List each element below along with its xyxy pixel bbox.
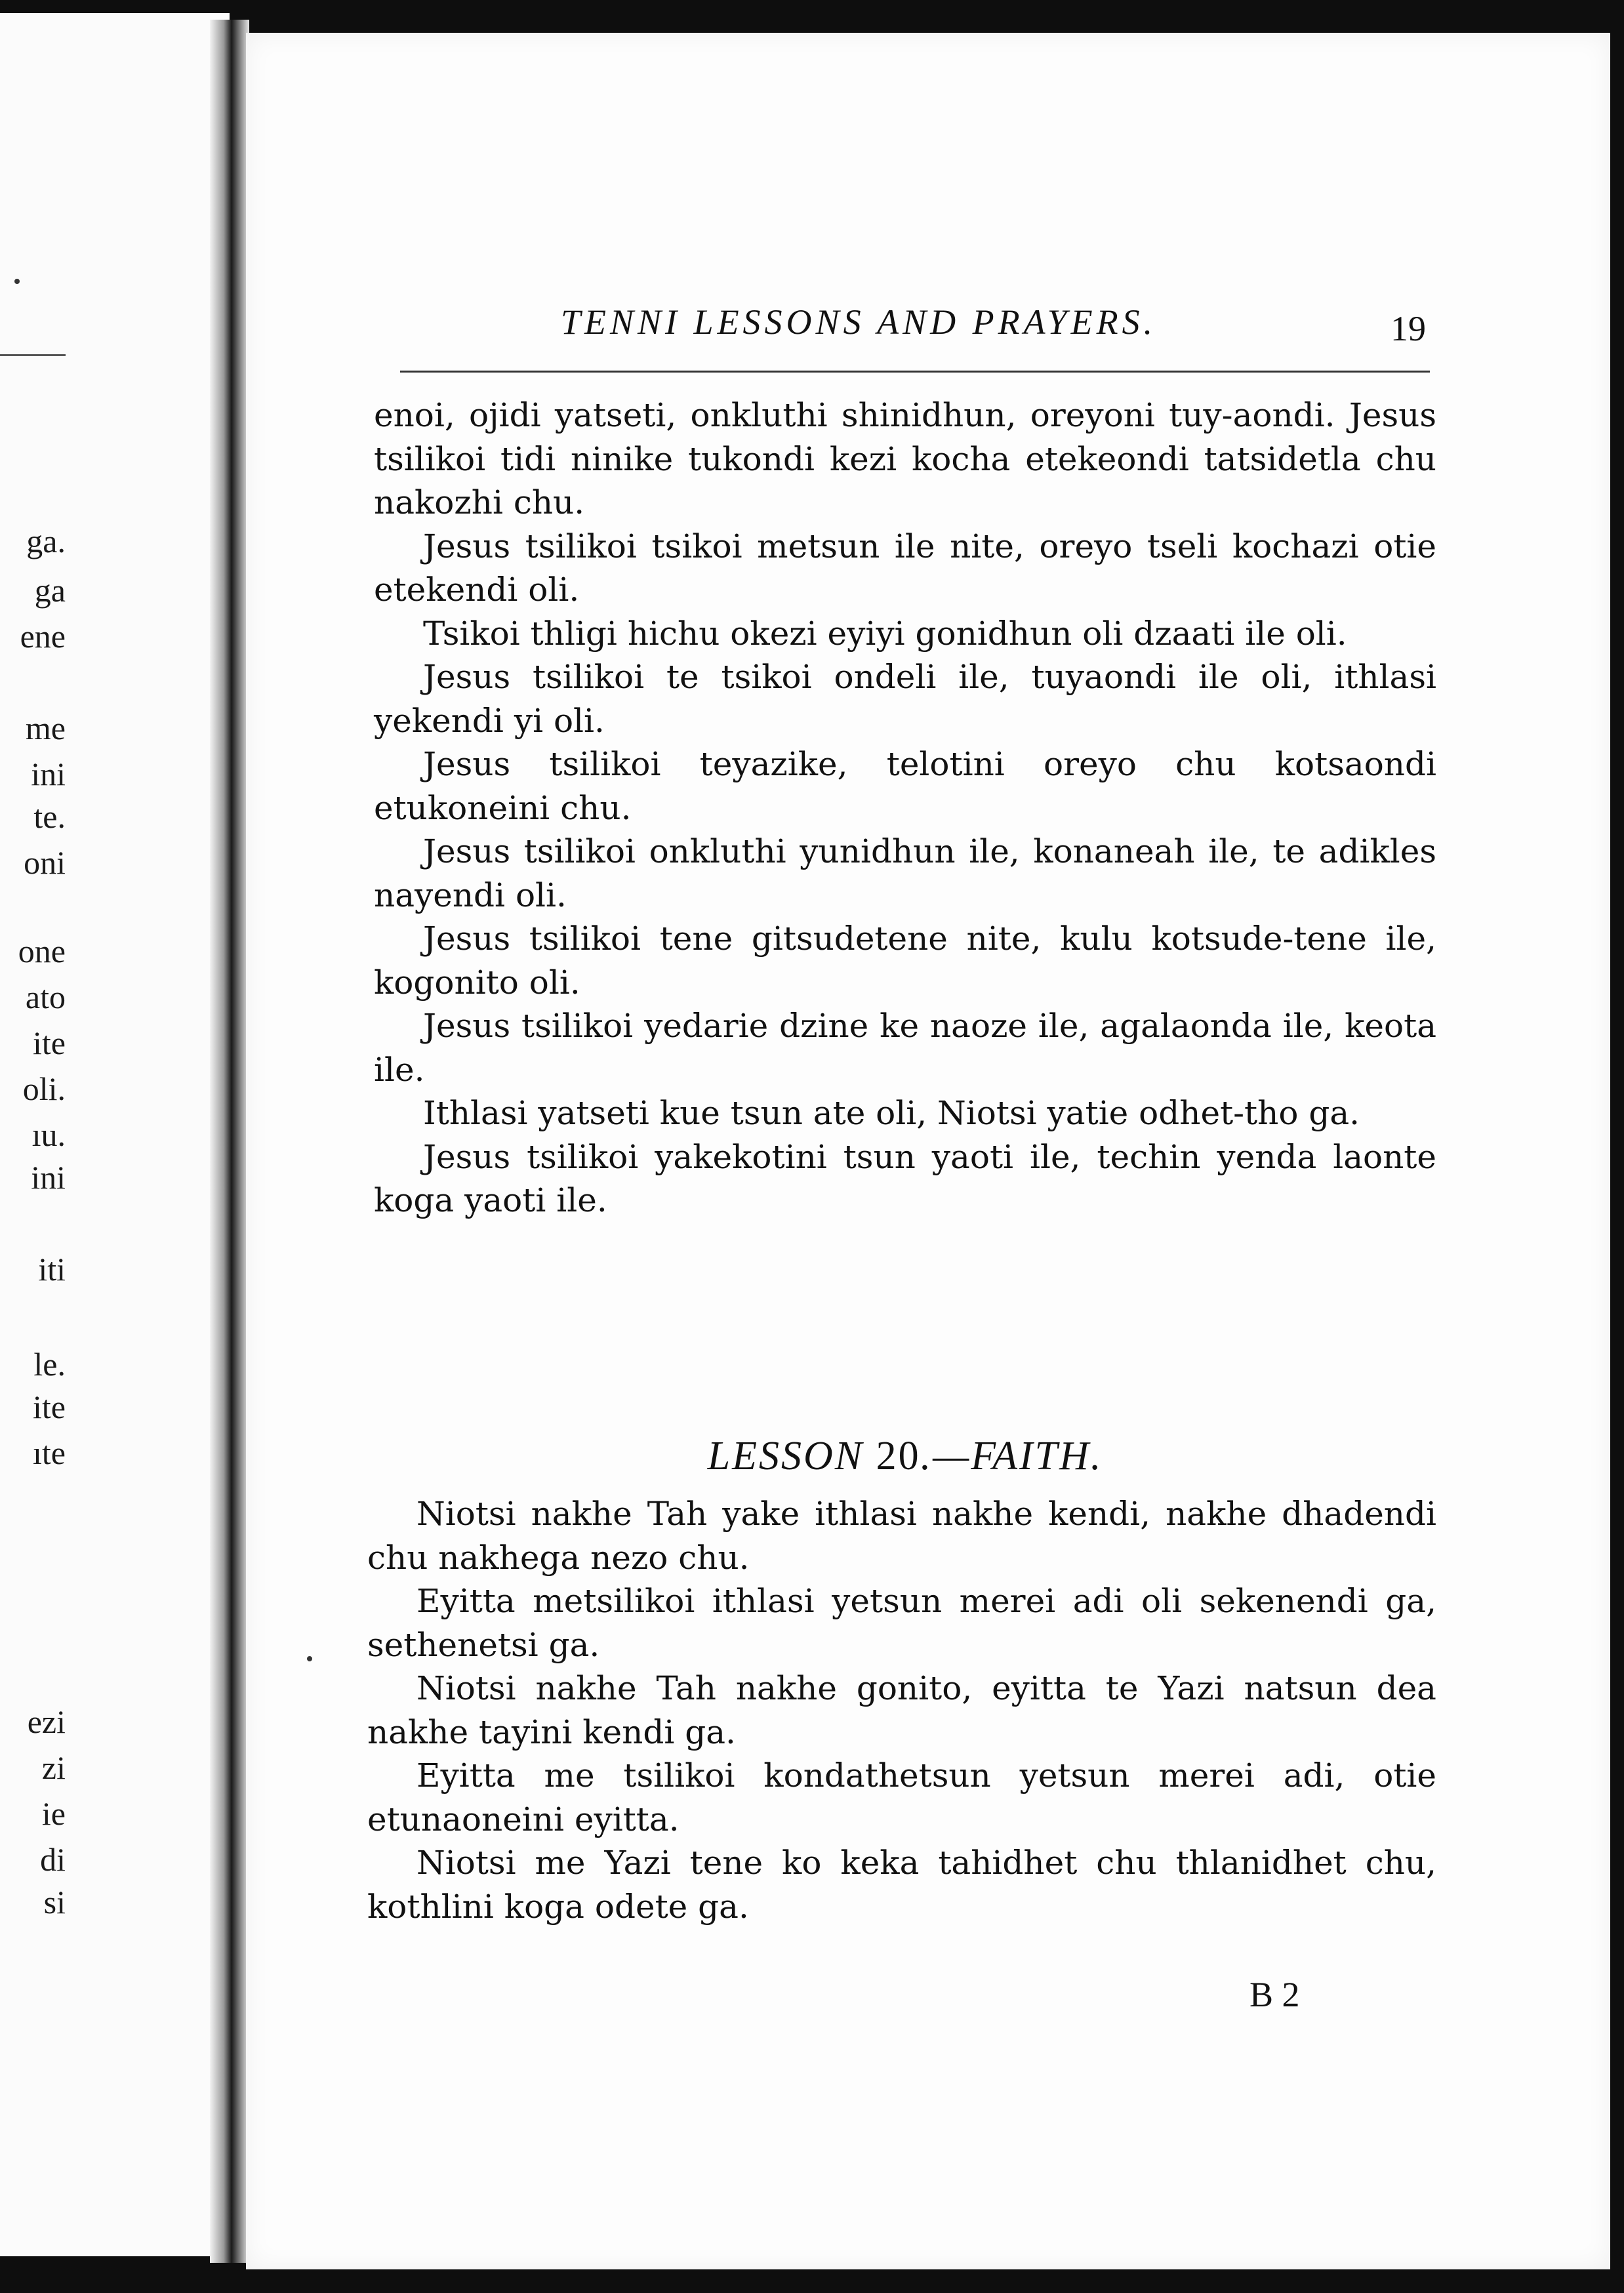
left-fragment: one xyxy=(18,933,66,969)
left-fragment: ite xyxy=(33,1025,66,1061)
left-fragment: ga xyxy=(34,572,66,609)
book-gutter xyxy=(210,20,249,2263)
body-text-top xyxy=(374,394,1436,1223)
lesson-number: 20 xyxy=(876,1434,921,1478)
left-fragment: ezi xyxy=(27,1703,66,1740)
left-fragment: ıu. xyxy=(31,1116,66,1153)
left-page-rule xyxy=(0,354,66,356)
left-fragment: ga. xyxy=(26,523,66,559)
paragraph: Eyitta metsilikoi ithlasi yetsun merei adi oli sekenendi ga, sethenetsi ga. xyxy=(367,1582,1436,1664)
left-fragment: iti xyxy=(38,1251,66,1288)
stray-ink-mark xyxy=(14,279,20,284)
signature-mark: B 2 xyxy=(1249,1975,1300,2014)
left-fragment: ite xyxy=(33,1389,66,1425)
left-fragment: me xyxy=(25,710,66,746)
left-fragment: ini xyxy=(31,1159,66,1196)
left-page xyxy=(0,13,230,2256)
lesson-heading-suffix: .—FAITH. xyxy=(920,1434,1103,1478)
left-fragment: si xyxy=(43,1884,66,1920)
left-fragment: ıte xyxy=(33,1434,66,1471)
left-fragment: ie xyxy=(41,1795,66,1832)
left-fragment: oni xyxy=(24,844,66,881)
paragraph: Jesus tsilikoi te tsikoi ondeli ile, tuyaondi ile oli, ithlasi yekendi yi oli. xyxy=(374,658,1436,740)
left-fragment: di xyxy=(40,1841,66,1878)
paragraph: Eyitta me tsilikoi kondathetsun yetsun merei adi, otie etunaoneini eyitta. xyxy=(367,1756,1436,1838)
left-fragment: ini xyxy=(31,756,66,792)
body-text-lesson xyxy=(367,1492,1436,1928)
page-number: 19 xyxy=(1391,309,1426,348)
left-fragment: ato xyxy=(25,979,66,1015)
header-rule xyxy=(400,371,1430,373)
paragraph: Jesus tsilikoi tene gitsudetene nite, kulu kotsude-tene ile, kogonito oli. xyxy=(374,920,1436,1002)
running-head: TENNI LESSONS AND PRAYERS. xyxy=(561,302,1157,342)
left-fragment: zi xyxy=(41,1749,66,1786)
paragraph: Jesus tsilikoi teyazike, telotini oreyo chu kotsaondi etukoneini chu. xyxy=(374,745,1436,827)
paragraph: Niotsi me Yazi tene ko keka tahidhet chu thlanidhet chu, kothlini koga odete ga. xyxy=(367,1844,1436,1926)
paragraph: Ithlasi yatseti kue tsun ate oli, Niotsi yatie odhet-tho ga. xyxy=(423,1094,1360,1132)
paragraph: Jesus tsilikoi yedarie dzine ke naoze ile, agalaonda ile, keota ile. xyxy=(374,1007,1436,1089)
paragraph: Tsikoi thligi hichu okezi eyiyi gonidhun oli dzaati ile oli. xyxy=(423,614,1347,653)
left-fragment: le. xyxy=(33,1346,66,1383)
stray-ink-mark xyxy=(307,1656,312,1661)
paragraph: Jesus tsilikoi yakekotini tsun yaoti ile, techin yenda laonte koga yaoti ile. xyxy=(374,1137,1436,1219)
paragraph: Niotsi nakhe Tah yake ithlasi nakhe kendi, nakhe dhadendi chu nakhega nezo chu. xyxy=(367,1495,1436,1577)
left-fragment: ene xyxy=(20,618,66,655)
paragraph: Jesus tsilikoi onkluthi yunidhun ile, konaneah ile, te adikles nayendi oli. xyxy=(374,832,1436,914)
lesson-heading xyxy=(374,1433,1436,1480)
paragraph: Jesus tsilikoi tsikoi metsun ile nite, oreyo tseli kochazi otie etekendi oli. xyxy=(374,527,1436,609)
paragraph: Niotsi nakhe Tah nakhe gonito, eyitta te Yazi natsun dea nakhe tayini kendi ga. xyxy=(367,1669,1436,1751)
paragraph: enoi, ojidi yatseti, onkluthi shinidhun, oreyoni tuy-aondi. Jesus tsilikoi tidi ninike tukondi kezi kocha etekeondi tatsidetla chu nakozhi chu. xyxy=(374,396,1436,521)
left-fragment: oli. xyxy=(22,1070,66,1107)
left-fragment: te. xyxy=(33,798,66,835)
lesson-heading-prefix: LESSON xyxy=(707,1434,876,1478)
